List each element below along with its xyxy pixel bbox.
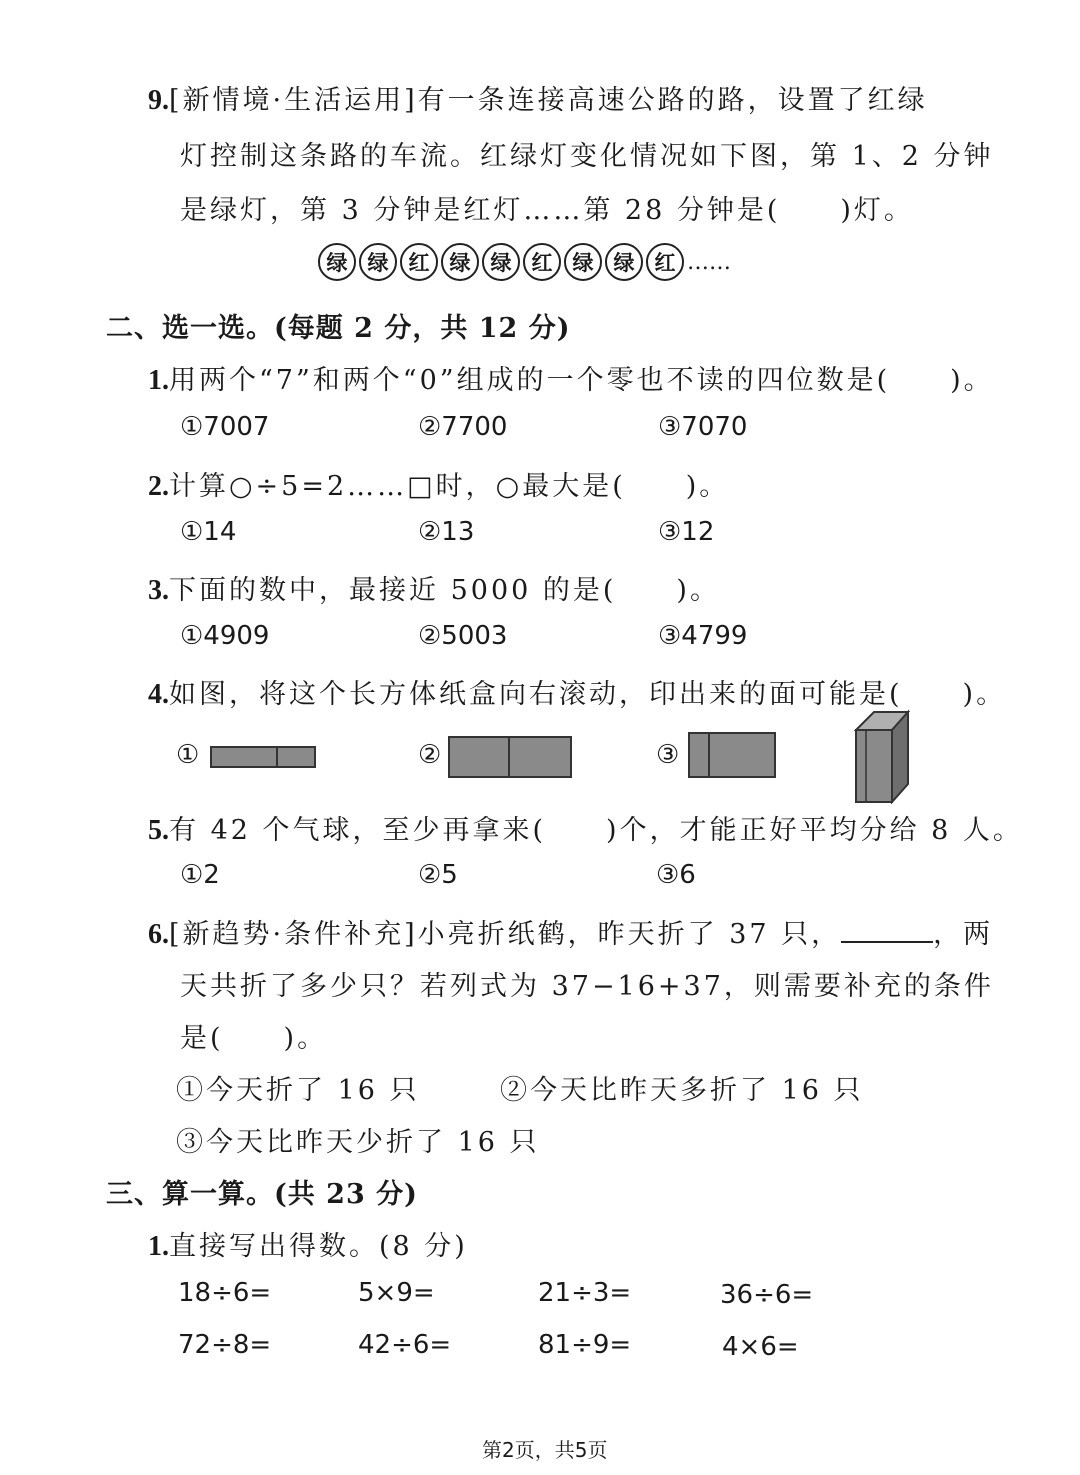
light-circle: 绿 — [318, 243, 356, 281]
q9-text-line2: 灯控制这条路的车流。红绿灯变化情况如下图，第 1、2 分钟 — [180, 141, 994, 172]
s2-q2 — [148, 464, 729, 503]
s2-q6-option-1[interactable]: ①今天折了 16 只 — [176, 1075, 420, 1106]
calc-item[interactable]: 72÷8= — [178, 1330, 272, 1360]
light-circle: 红 — [646, 243, 684, 281]
q9-number: 9. — [148, 85, 169, 116]
s3-q1-number: 1. — [148, 1231, 169, 1262]
s2-q6-text-b: ，两 — [933, 919, 994, 950]
section2-title: 二、选一选。(每题 2 分，共 12 分) — [106, 313, 571, 344]
lights-ellipsis: …… — [687, 249, 731, 275]
s2-q4-option-1[interactable] — [176, 740, 199, 770]
cuboid-box-figure — [852, 708, 912, 804]
s2-q4-option-2-label: ② — [418, 740, 442, 770]
calc-item[interactable]: 5×9= — [358, 1278, 435, 1308]
calc-item[interactable]: 42÷6= — [358, 1330, 452, 1360]
s2-q6-option-3[interactable]: ③今天比昨天少折了 16 只 — [176, 1127, 540, 1158]
section3-title: 三、算一算。(共 23 分) — [106, 1179, 418, 1210]
q9-text-line3: 是绿灯，第 3 分钟是红灯……第 28 分钟是( )灯。 — [180, 195, 914, 226]
light-circle: 红 — [523, 243, 561, 281]
s2-q5-number: 5. — [148, 815, 169, 846]
calc-item[interactable]: 4×6= — [722, 1332, 799, 1362]
s2-q5-option-1[interactable]: ①2 — [180, 860, 220, 890]
traffic-light-sequence — [318, 243, 731, 281]
calc-item[interactable]: 36÷6= — [720, 1280, 814, 1310]
s2-q6-line3: 是( )。 — [180, 1023, 328, 1054]
s2-q6-number: 6. — [148, 919, 169, 950]
face-option-3-image — [688, 732, 776, 778]
s2-q4 — [148, 672, 1006, 711]
calc-item[interactable]: 21÷3= — [538, 1278, 632, 1308]
s2-q2-text: 计算○÷5=2……□时，○最大是( )。 — [169, 471, 730, 502]
light-circle: 红 — [400, 243, 438, 281]
page-footer: 第2页，共5页 — [482, 1438, 608, 1462]
calc-item[interactable]: 81÷9= — [538, 1330, 632, 1360]
s2-q3-option-2[interactable]: ②5003 — [418, 621, 508, 651]
s2-q6-option-2[interactable]: ②今天比昨天多折了 16 只 — [500, 1075, 864, 1106]
light-circle: 绿 — [359, 243, 397, 281]
s2-q4-number: 4. — [148, 679, 169, 710]
s2-q4-option-3-label: ③ — [656, 740, 680, 770]
s2-q6-blank[interactable] — [841, 917, 933, 943]
light-circle: 绿 — [441, 243, 479, 281]
light-circle: 绿 — [564, 243, 602, 281]
s2-q6-line1 — [148, 912, 993, 951]
s2-q3-number: 3. — [148, 575, 169, 606]
s2-q2-number: 2. — [148, 471, 169, 502]
s3-q1 — [148, 1224, 468, 1263]
s2-q3-text: 下面的数中，最接近 5000 的是( )。 — [169, 575, 720, 606]
s2-q5-text: 有 42 个气球，至少再拿来( )个，才能正好平均分给 8 人。 — [169, 815, 1023, 846]
s2-q1-number: 1. — [148, 365, 169, 396]
s2-q2-option-3[interactable]: ③12 — [658, 517, 715, 547]
s2-q1-text: 用两个“7”和两个“0”组成的一个零也不读的四位数是( )。 — [169, 365, 994, 396]
s2-q5-option-2[interactable]: ②5 — [418, 860, 458, 890]
s2-q4-option-3[interactable] — [656, 740, 679, 770]
s3-q1-text: 直接写出得数。(8 分) — [169, 1231, 468, 1262]
s2-q1-option-2[interactable]: ②7700 — [418, 412, 508, 442]
s2-q4-text: 如图，将这个长方体纸盒向右滚动，印出来的面可能是( )。 — [169, 679, 1007, 710]
s2-q1-option-3[interactable]: ③7070 — [658, 412, 748, 442]
face-option-1-image — [210, 746, 316, 768]
light-circle: 绿 — [605, 243, 643, 281]
light-circle: 绿 — [482, 243, 520, 281]
s2-q3-option-3[interactable]: ③4799 — [658, 621, 748, 651]
calc-item[interactable]: 18÷6= — [178, 1278, 272, 1308]
face-option-2-image — [448, 736, 572, 778]
s2-q1 — [148, 358, 994, 397]
s2-q6-line2: 天共折了多少只？若列式为 37−16+37，则需要补充的条件 — [180, 971, 994, 1002]
s2-q4-option-1-label: ① — [176, 740, 200, 770]
s2-q3-option-1[interactable]: ①4909 — [180, 621, 270, 651]
s2-q5 — [148, 808, 1023, 847]
q9-line1 — [148, 78, 928, 117]
s2-q6-text-a: [新趋势·条件补充]小亮折纸鹤，昨天折了 37 只， — [169, 919, 842, 950]
s2-q3 — [148, 568, 720, 607]
s2-q1-option-1[interactable]: ①7007 — [180, 412, 270, 442]
s2-q2-option-2[interactable]: ②13 — [418, 517, 475, 547]
s2-q2-option-1[interactable]: ①14 — [180, 517, 237, 547]
s2-q4-option-2[interactable] — [418, 740, 441, 770]
q9-text-line1: [新情境·生活运用]有一条连接高速公路的路，设置了红绿 — [169, 85, 928, 116]
s2-q5-option-3[interactable]: ③6 — [656, 860, 696, 890]
